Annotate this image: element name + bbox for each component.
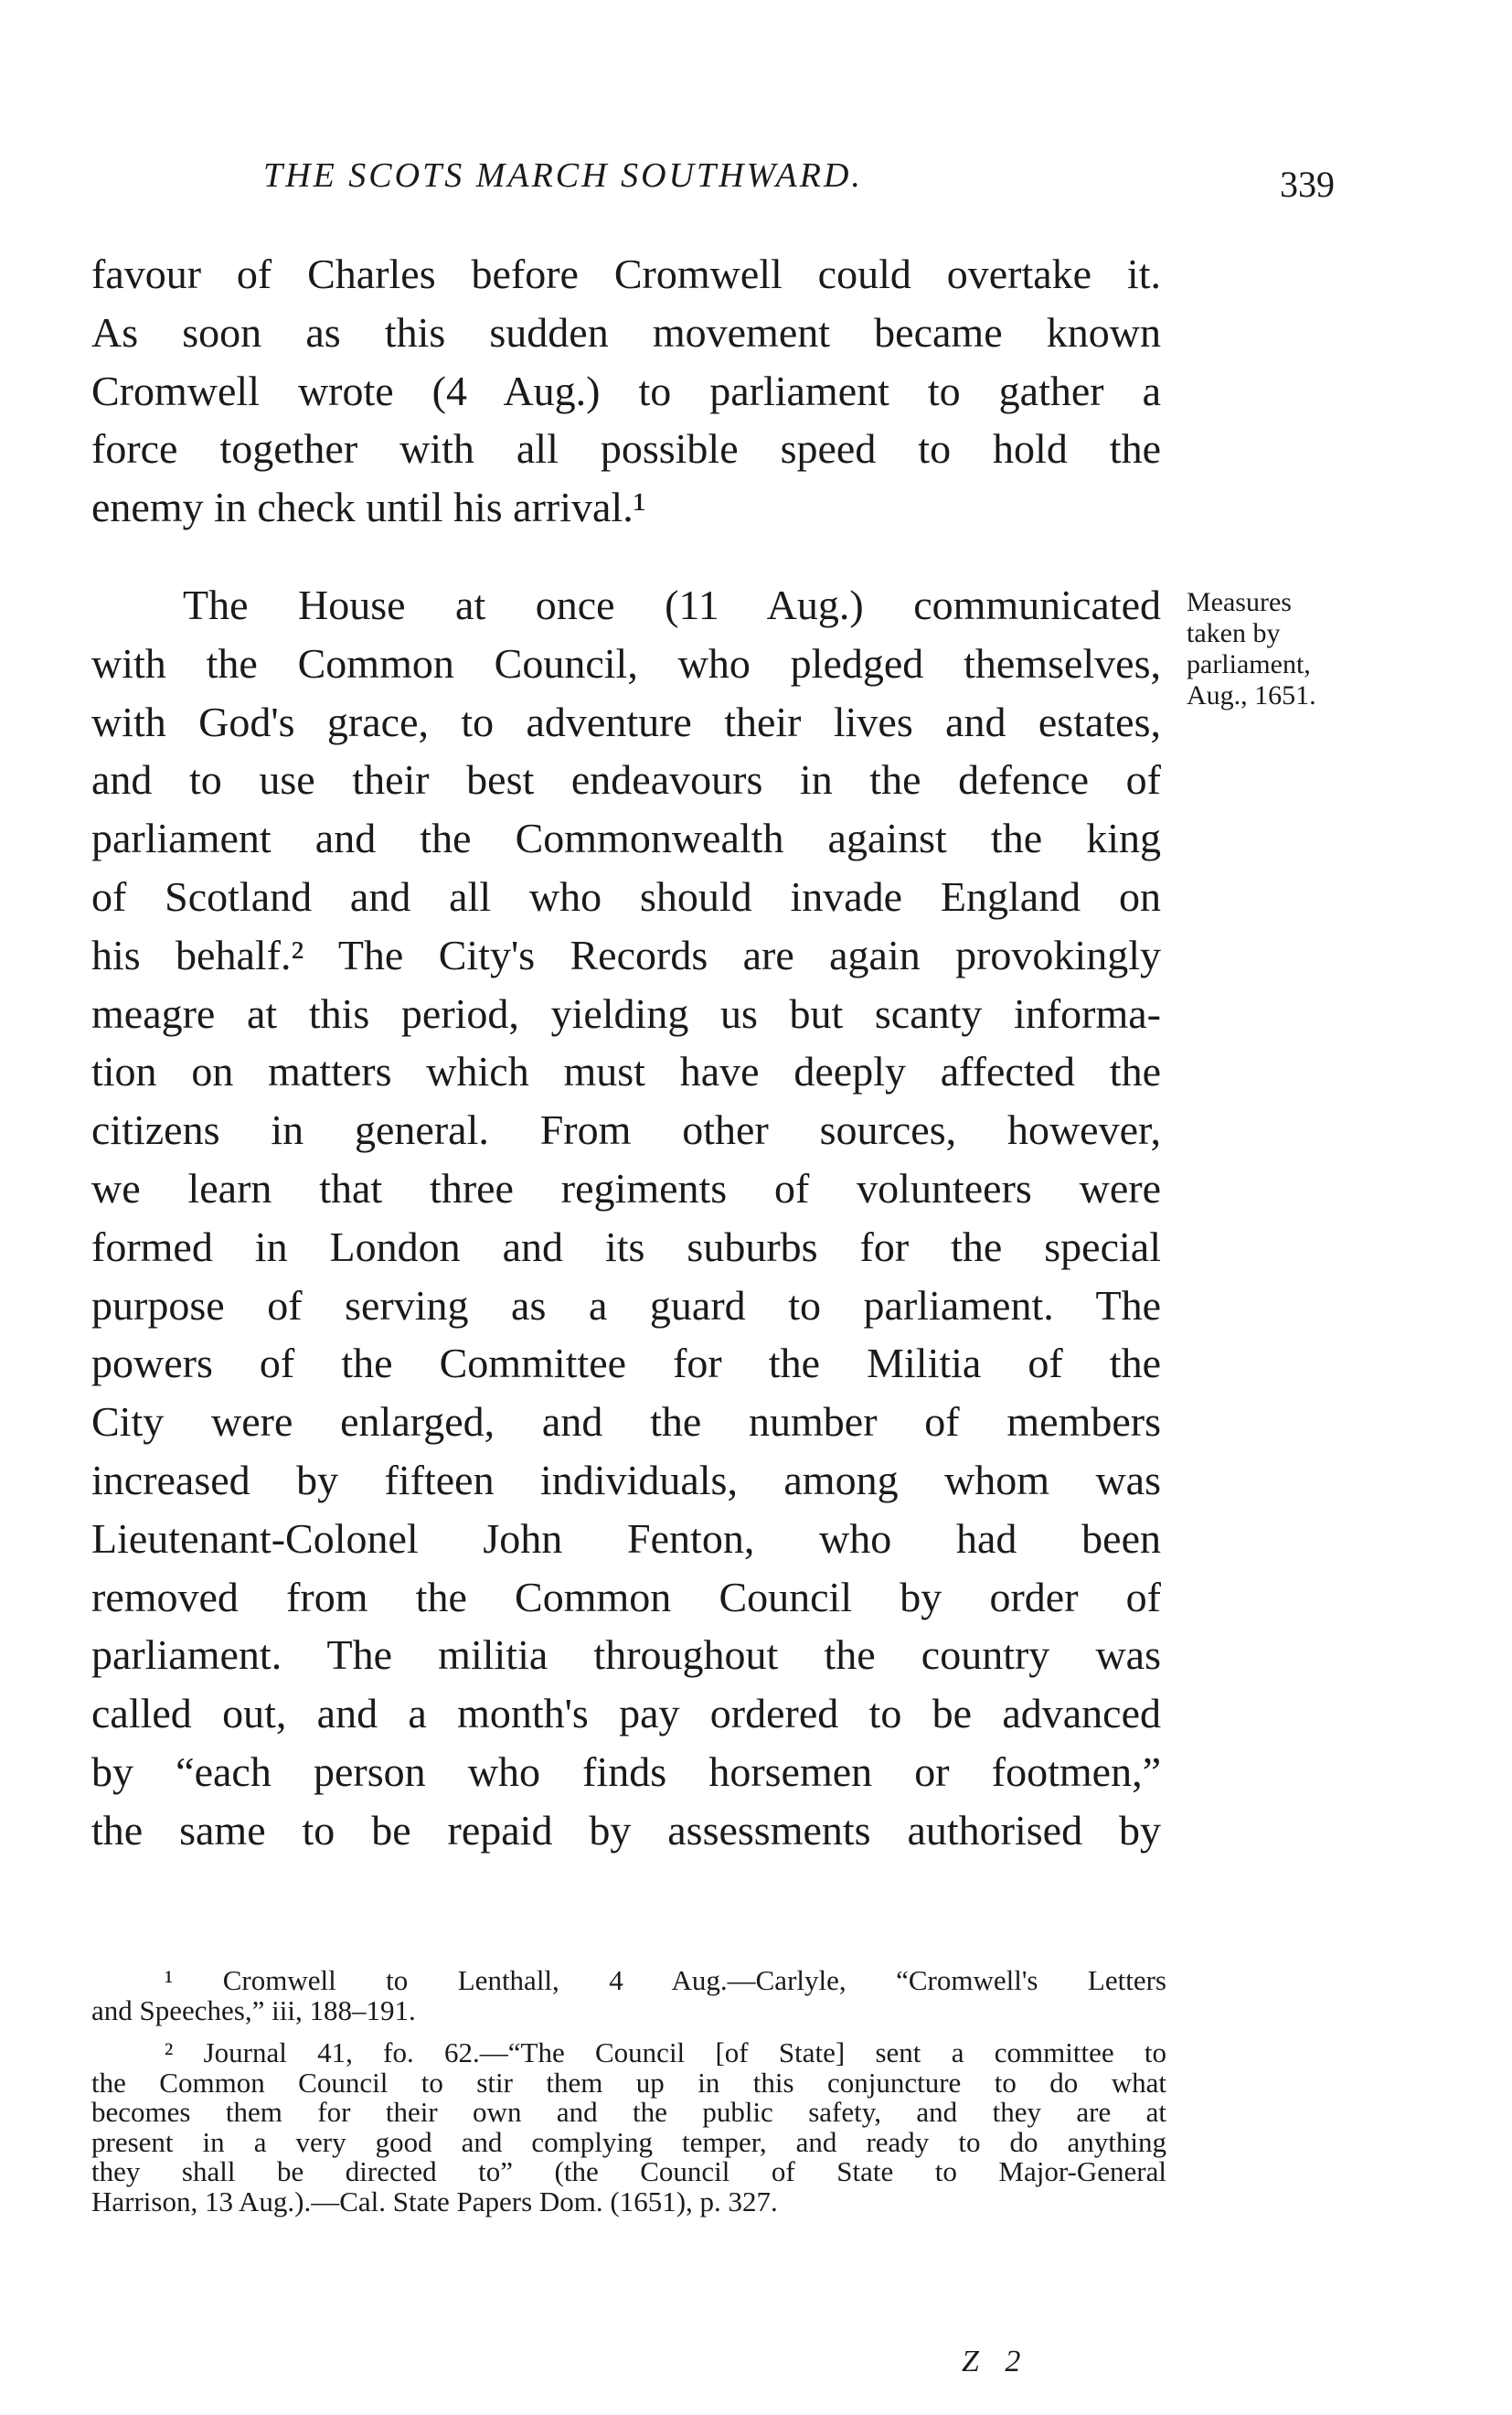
page-number: 339 — [1280, 164, 1335, 205]
text-line: City were enlarged, and the number of members — [91, 1398, 1161, 1446]
text-line: with God's grace, to adventure their lives and estates, — [91, 698, 1161, 745]
paragraph-2 — [91, 576, 1161, 1860]
text-line: called out, and a month's pay ordered to be advanced — [91, 1690, 1161, 1737]
footnote-2-line: ² Journal 41, fo. 62.—“The Council [of State] sent a committee to — [165, 2036, 1166, 2068]
text-line: of Scotland and all who should invade England on — [91, 872, 1161, 920]
text-line: increased by fifteen individuals, among whom was — [91, 1456, 1161, 1503]
text-line: his behalf.² The City's Records are again provokingly — [91, 931, 1161, 978]
sidenote-line: parliament, — [1187, 649, 1311, 679]
text-line: formed in London and its suburbs for the special — [91, 1223, 1161, 1270]
paragraph-1 — [91, 245, 1161, 537]
text-line: The House at once (11 Aug.) communicated — [183, 582, 1161, 628]
text-line: powers of the Committee for the Militia of the — [91, 1340, 1161, 1387]
text-line: force together with all possible speed to hold the — [91, 425, 1161, 473]
footnote-1-line: ¹ Cromwell to Lenthall, 4 Aug.—Carlyle, “Cromwell's Letters — [165, 1964, 1166, 1996]
footnotes — [91, 1966, 1166, 2217]
footnote-2-line: present in a very good and complying temper, and ready to do anything — [91, 2125, 1166, 2158]
text-line: the same to be repaid by assessments authorised by — [91, 1806, 1161, 1854]
text-line: by “each person who finds horsemen or footmen,” — [91, 1747, 1161, 1795]
sidenote-line: taken by — [1187, 618, 1281, 648]
text-line: meagre at this period, yielding us but scanty informa- — [91, 989, 1161, 1037]
text-line: removed from the Common Council by order of — [91, 1573, 1161, 1620]
text-line: parliament and the Commonwealth against the king — [91, 815, 1161, 862]
sidenote-line: Aug., 1651. — [1187, 680, 1316, 711]
running-head: THE SCOTS MARCH SOUTHWARD. — [263, 156, 863, 195]
text-line: As soon as this sudden movement became known — [91, 308, 1161, 356]
text-line: Lieutenant-Colonel John Fenton, who had been — [91, 1514, 1161, 1562]
text-line: favour of Charles before Cromwell could overtake it. — [91, 251, 1161, 297]
text-line: tion on matters which must have deeply affected the — [91, 1048, 1161, 1095]
footnote-2-line: Harrison, 13 Aug.).—Cal. State Papers Dom. (1651), p. 327. — [91, 2185, 778, 2217]
text-line: purpose of serving as a guard to parliament. The — [91, 1281, 1161, 1329]
text-line: Cromwell wrote (4 Aug.) to parliament to gather a — [91, 367, 1161, 414]
text-line: enemy in check until his arrival.¹ — [91, 484, 646, 531]
footnote-2-line: becomes them for their own and the public safety, and they are at — [91, 2096, 1166, 2128]
text-line: with the Common Council, who pledged themselves, — [91, 639, 1161, 687]
text-line: parliament. The militia throughout the country was — [91, 1631, 1161, 1679]
footnote-2-line: they shall be directed to” (the Council of State to Major-General — [91, 2155, 1166, 2187]
text-line: we learn that three regiments of volunteers were — [91, 1164, 1161, 1212]
sidenote-line: Measures — [1187, 587, 1292, 617]
footnote-2-line: the Common Council to stir them up in this conjuncture to do what — [91, 2066, 1166, 2099]
footnote-1-line: and Speeches,” iii, 188–191. — [91, 1993, 416, 2026]
signature-mark: Z 2 — [962, 2345, 1030, 2378]
text-line: and to use their best endeavours in the defence of — [91, 756, 1161, 804]
text-line: citizens in general. From other sources, however, — [91, 1106, 1161, 1154]
margin-sidenote — [1187, 587, 1369, 711]
